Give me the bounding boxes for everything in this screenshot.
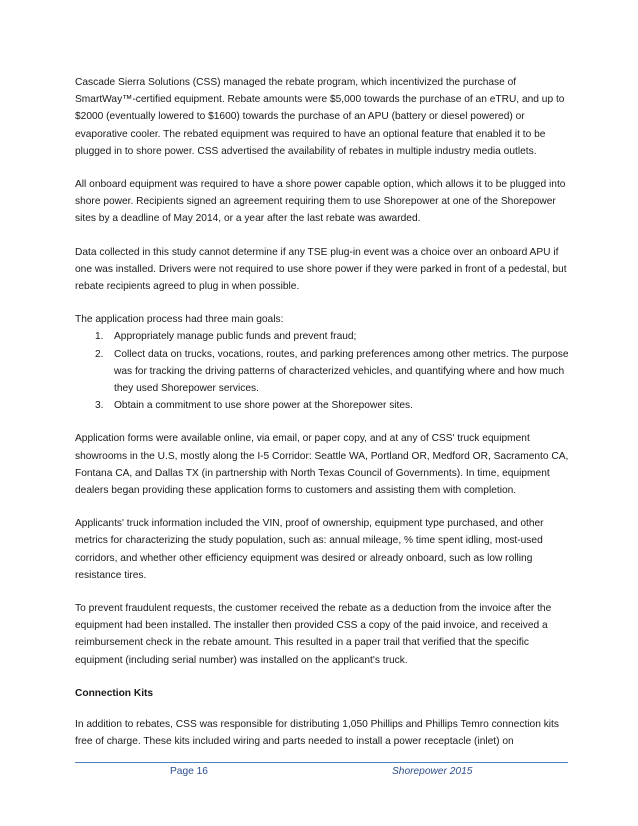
paragraph-application-forms: Application forms were available online, via email, or paper copy, and at any of CSS' truck equipment showrooms in the U.S, mostly along the I-5 Corridor: Seattle WA, Portland OR, Medford OR, Sacramento CA, Fontana CA, and Dallas TX (in partnership with North Texas Council of Governments). In time, equipment dealers began providing these application forms to customers and assisting them with completion. <box>75 433 569 497</box>
paragraph-connection-kits: In addition to rebates, CSS was responsible for distributing 1,050 Phillips and Phillips Temro connection kits free of charge. These kits included wiring and parts needed to install a power receptacle (inlet) on <box>75 719 559 748</box>
list-text: Collect data on trucks, vocations, routes, and parking preferences among other metrics. The purpose was for tracking the driving patterns of characterized vehicles, and quantifying where and how much they used Shorepower services. <box>114 348 569 395</box>
paragraph-applicant-information: Applicants' truck information included the VIN, proof of ownership, equipment type purchased, and other metrics for characterizing the study population, such as: annual mileage, % time spent idling, most-used corridors, and whether other efficiency equipment was desired or already onboard, such as low rolling resistance tires. <box>75 518 544 581</box>
section-heading-connection-kits: Connection Kits <box>75 687 154 699</box>
list-text: Obtain a commitment to use shore power at the Shorepower sites. <box>114 400 413 412</box>
footer-document-title: Shorepower 2015 <box>392 766 473 777</box>
document-body <box>75 74 569 767</box>
list-item <box>75 346 569 398</box>
paragraph-application-goals-intro: The application process had three main goals: <box>75 314 284 326</box>
paragraph-fraud-prevention: To prevent fraudulent requests, the customer received the rebate as a deduction from the invoice after the equipment had been installed. The installer then provided CSS a copy of the paid invoice, and received a reimbursement check in the rebate amount. This resulted in a paper trail that verified that the specific equipment (including serial number) was installed on the applicant's truck. <box>75 603 552 666</box>
list-item <box>75 397 569 414</box>
list-number: 1. <box>95 331 104 343</box>
paragraph-data-limitations: Data collected in this study cannot determine if any TSE plug-in event was a choice over an onboard APU if one was installed. Drivers were not required to use shore power if they were parked in front of a pedestal, but rebate recipients agreed to plug in when possible. <box>75 246 567 293</box>
list-text: Appropriately manage public funds and prevent fraud; <box>114 331 357 343</box>
list-item <box>75 328 569 345</box>
list-number: 2. <box>95 348 104 360</box>
paragraph-shore-power-requirement: All onboard equipment was required to have a shore power capable option, which allows it to be plugged into shore power. Recipients signed an agreement requiring them to use Shorepower at one of the Shorepower sites by a deadline of May 2014, or a year after the last rebate was awarded. <box>75 179 566 225</box>
goals-list <box>75 328 569 414</box>
footer-divider <box>75 762 568 763</box>
list-number: 3. <box>95 400 104 412</box>
footer-page-number: Page 16 <box>170 766 208 777</box>
paragraph-rebate-program: Cascade Sierra Solutions (CSS) managed the rebate program, which incentivized the purchase of SmartWay™-certified equipment. Rebate amounts were $5,000 towards the purchase of an eTRU, and up to $2000 (eventually lowered to $1600) towards the purchase of an APU (battery or diesel powered) or evaporative cooler. The rebated equipment was required to have an optional feature that enabled it to be plugged in to shore power. CSS advertised the availability of rebates in multiple industry media outlets. <box>75 77 565 157</box>
